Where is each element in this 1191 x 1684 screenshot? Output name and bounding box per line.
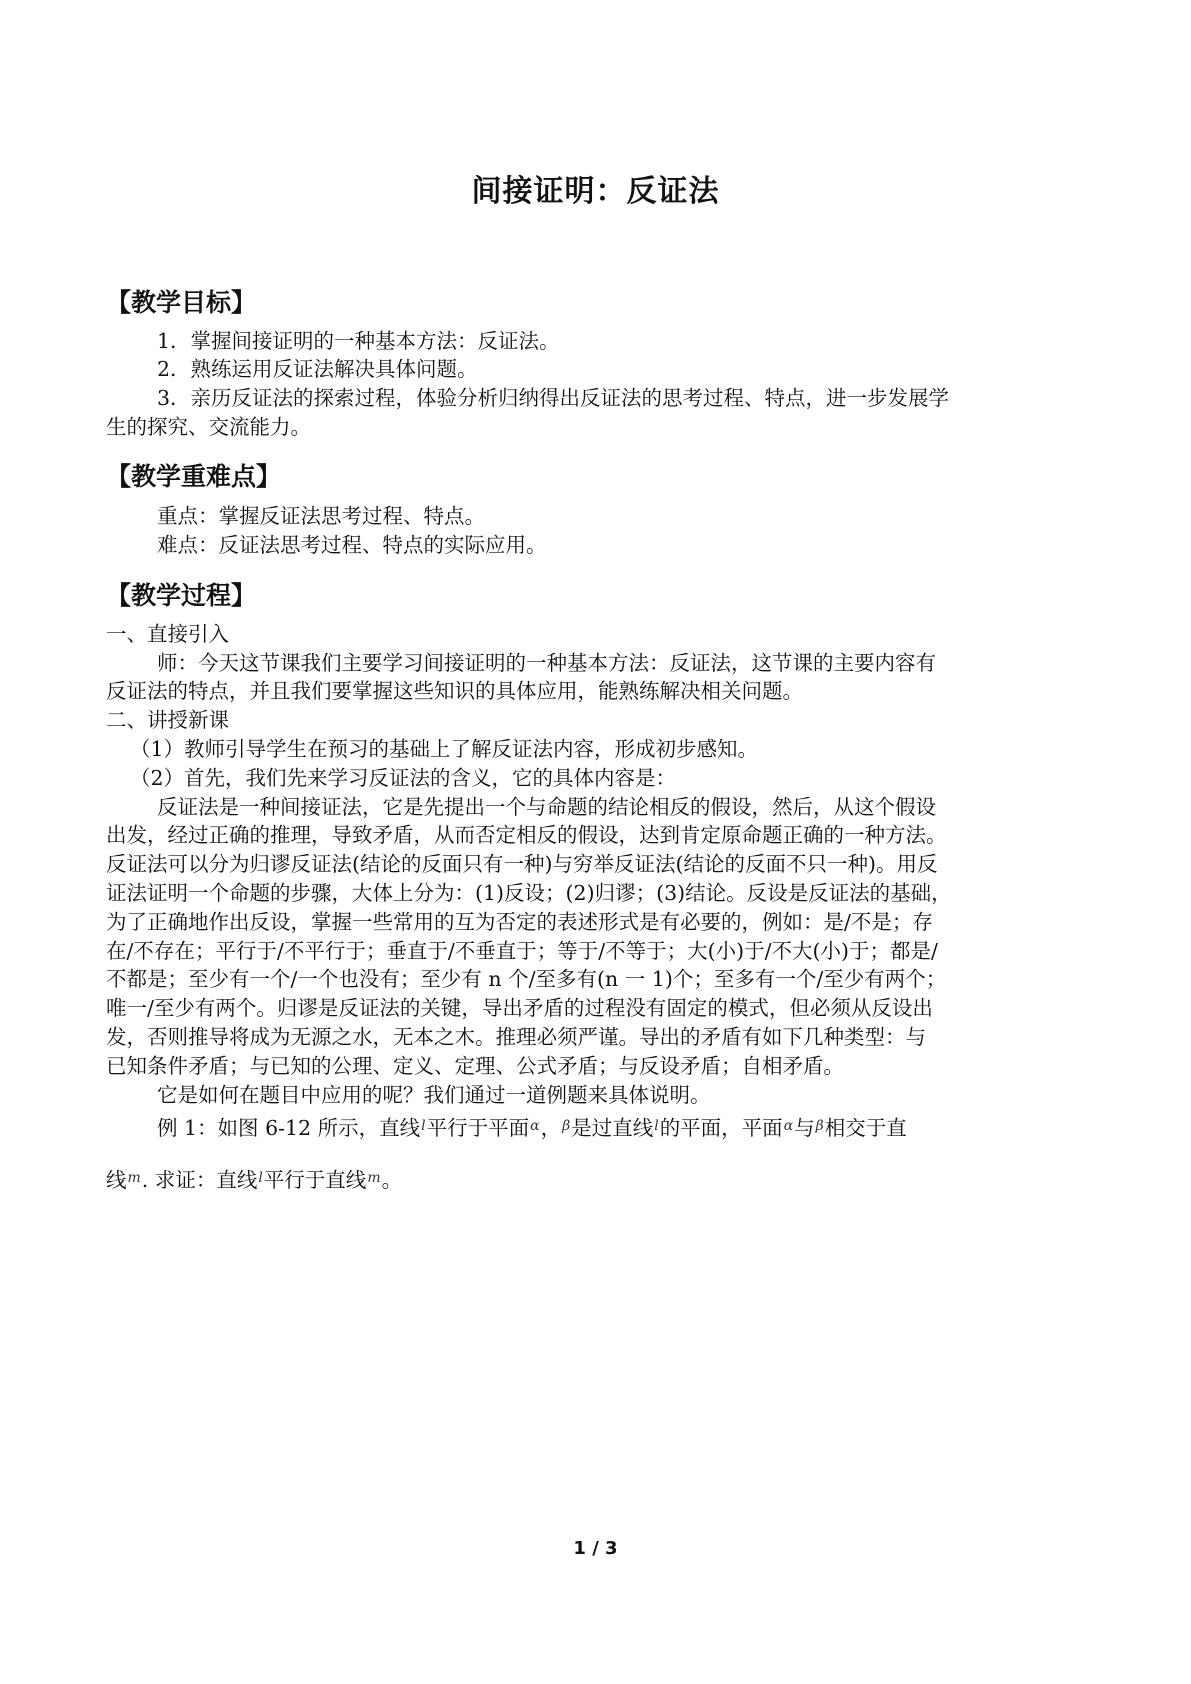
example-text: 例 1：如图 6-12 所示，直线 [157, 1116, 421, 1140]
var-alpha: α [530, 1118, 540, 1134]
keypoint-hard: 难点：反证法思考过程、特点的实际应用。 [157, 533, 547, 557]
section-heading-goals: 【教学目标】 [106, 288, 257, 317]
step-2-item-2: （2）首先，我们先来学习反证法的含义，它的具体内容是： [130, 766, 677, 790]
goal-1: 1．掌握间接证明的一种基本方法：反证法。 [157, 329, 560, 353]
page-title: 间接证明：反证法 [471, 174, 720, 209]
example-text: 与 [794, 1116, 815, 1140]
var-l: l [258, 1170, 263, 1186]
example-1-line-1 [157, 1118, 907, 1139]
step-2-item-1: （1）教师引导学生在预习的基础上了解反证法内容，形成初步感知。 [130, 737, 759, 761]
para-line-7: 不都是；至少有一个/一个也没有；至少有 n 个/至多有(n 一 1)个；至多有一个/至少有两个； [106, 967, 947, 991]
step-1-para-line-2: 反证法的特点，并且我们要掌握这些知识的具体应用，能熟练解决相关问题。 [106, 679, 803, 703]
example-text: . 求证：直线 [141, 1168, 258, 1192]
goal-2: 2．熟练运用反证法解决具体问题。 [157, 357, 478, 381]
example-text: 线 [106, 1168, 127, 1192]
example-text: 。 [381, 1168, 403, 1192]
var-beta: β [815, 1118, 824, 1134]
example-text: 是过直线 [571, 1116, 654, 1140]
para-line-8: 唯一/至少有两个。归谬是反证法的关键，导出矛盾的过程没有固定的模式，但必须从反设出 [106, 996, 933, 1020]
var-beta: β [562, 1118, 571, 1134]
var-m: m [127, 1170, 141, 1186]
para-line-2: 出发，经过正确的推理，导致矛盾，从而否定相反的假设，达到肯定原命题正确的一种方法。 [106, 823, 947, 847]
example-text: ， [540, 1116, 562, 1140]
example-intro: 它是如何在题目中应用的呢？我们通过一道例题来具体说明。 [157, 1083, 711, 1107]
keypoint-key: 重点：掌握反证法思考过程、特点。 [157, 504, 485, 528]
step-1-para-line-1: 师：今天这节课我们主要学习间接证明的一种基本方法：反证法，这节课的主要内容有 [157, 651, 936, 675]
section-heading-process: 【教学过程】 [106, 581, 257, 610]
page-number: 1 / 3 [573, 1538, 618, 1559]
var-m: m [367, 1170, 381, 1186]
example-text: 平行于直线 [263, 1168, 367, 1192]
example-1-line-2 [106, 1170, 402, 1191]
step-2-title: 二、讲授新课 [106, 708, 229, 732]
para-line-6: 在/不存在；平行于/不平行于；垂直于/不垂直于；等于/不等于；大(小)于/不大(小)于；都是/ [106, 939, 938, 963]
section-heading-keypoints: 【教学重难点】 [106, 462, 282, 491]
para-line-1: 反证法是一种间接证法，它是先提出一个与命题的结论相反的假设，然后，从这个假设 [157, 795, 936, 819]
example-text: 平行于平面 [426, 1116, 530, 1140]
para-line-5: 为了正确地作出反设，掌握一些常用的互为否定的表述形式是有必要的，例如：是/不是；存 [106, 910, 933, 934]
var-l: l [654, 1118, 659, 1134]
var-alpha: α [783, 1118, 794, 1134]
example-text: 相交于直 [824, 1116, 907, 1140]
para-line-10: 已知条件矛盾；与已知的公理、定义、定理、公式矛盾；与反设矛盾；自相矛盾。 [106, 1054, 844, 1078]
example-text: 的平面，平面 [659, 1116, 783, 1140]
para-line-4: 证法证明一个命题的步骤，大体上分为：(1)反设；(2)归谬；(3)结论。反设是反证法的基础， [106, 881, 952, 905]
para-line-9: 发，否则推导将成为无源之水，无本之木。推理必须严谨。导出的矛盾有如下几种类型：与 [106, 1025, 926, 1049]
step-1-title: 一、直接引入 [106, 622, 229, 646]
var-l: l [421, 1118, 426, 1134]
goal-3-line-1: 3．亲历反证法的探索过程，体验分析归纳得出反证法的思考过程、特点，进一步发展学 [157, 386, 950, 410]
goal-3-line-2: 生的探究、交流能力。 [106, 415, 311, 439]
para-line-3: 反证法可以分为归谬反证法(结论的反面只有一种)与穷举反证法(结论的反面不只一种)。用反 [106, 852, 938, 876]
